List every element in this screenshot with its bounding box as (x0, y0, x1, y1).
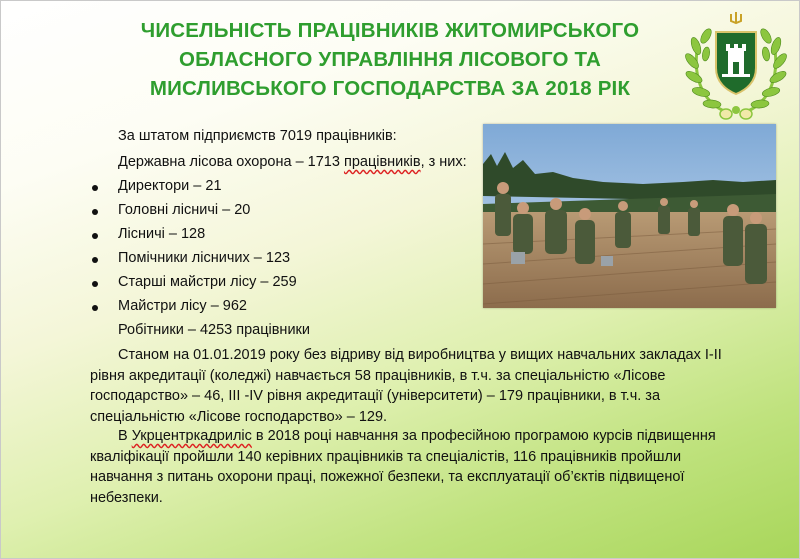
bullet-dot (92, 257, 98, 263)
workers-text: Робітники – 4253 працівники (118, 322, 310, 338)
education-line-2: рівня акредитації (коледжі) навчається 58 працівників, в т.ч. за спеціальністю «Лісове (90, 367, 666, 384)
forest-guard-prefix: Державна лісова охорона – 1713 (118, 154, 344, 170)
title-line-3: МИСЛИВСЬКОГО ГОСПОДАРСТВА ЗА 2018 РІК (149, 77, 631, 100)
bullet-dot (92, 209, 98, 215)
forest-guard-text (118, 154, 467, 170)
bullet-dot (92, 281, 98, 287)
bullet-item-forest-masters: Майстри лісу – 962 (118, 298, 247, 314)
training-org-name: Укрцентркадриліс (131, 428, 252, 444)
bullet-dot (92, 305, 98, 311)
bullet-item-chief-foresters: Головні лісничі – 20 (118, 202, 251, 218)
bullet-item-senior-masters: Старші майстри лісу – 259 (118, 274, 297, 290)
training-suffix: в 2018 році навчання за професійною програмою курсів підвищення (251, 428, 716, 444)
bullet-item-assistant-foresters: Помічники лісничих – 123 (118, 250, 291, 266)
training-paragraph (90, 426, 758, 508)
training-prefix: В (118, 428, 132, 444)
education-paragraph (90, 345, 758, 427)
education-line-4: спеціальністю «Лісове господарство» – 129. (90, 408, 388, 425)
education-line-3: господарство» – 46, ІІІ -ІV рівня акредитації (університети) – 179 працівники, в т.ч. за (90, 388, 661, 404)
forest-guard-word: працівників (343, 154, 421, 170)
title-line-2: ОБЛАСНОГО УПРАВЛІННЯ ЛІСОВОГО ТА (179, 48, 601, 71)
tree-planting-photo (483, 124, 776, 308)
title-line-1: ЧИСЕЛЬНІСТЬ ПРАЦІВНИКІВ ЖИТОМИРСЬКОГО (140, 19, 640, 42)
forest-guard-suffix: , з них: (420, 154, 467, 170)
education-line-1: Станом на 01.01.2019 року без відриву від виробництва у вищих навчальних закладах І-ІІ (118, 347, 722, 363)
staff-total-text: За штатом підприємств 7019 працівників: (118, 128, 397, 144)
forestry-emblem-icon (684, 6, 788, 124)
training-line-4: небезпеки. (90, 489, 163, 506)
training-line-2: кваліфікації пройшли 140 керівних працівників та спеціалістів, 116 працівників пройшли (90, 448, 682, 465)
bullet-dot (92, 185, 98, 191)
training-line-1 (118, 426, 758, 447)
training-line-3: навчання з питань охорони праці, пожежної безпеки, та експлуатації об’єктів підвищеної (90, 469, 685, 485)
bullet-item-foresters: Лісничі – 128 (118, 226, 206, 242)
bullet-dot (92, 233, 98, 239)
bullet-item-directors: Директори – 21 (118, 178, 222, 194)
slide-title (110, 16, 670, 103)
